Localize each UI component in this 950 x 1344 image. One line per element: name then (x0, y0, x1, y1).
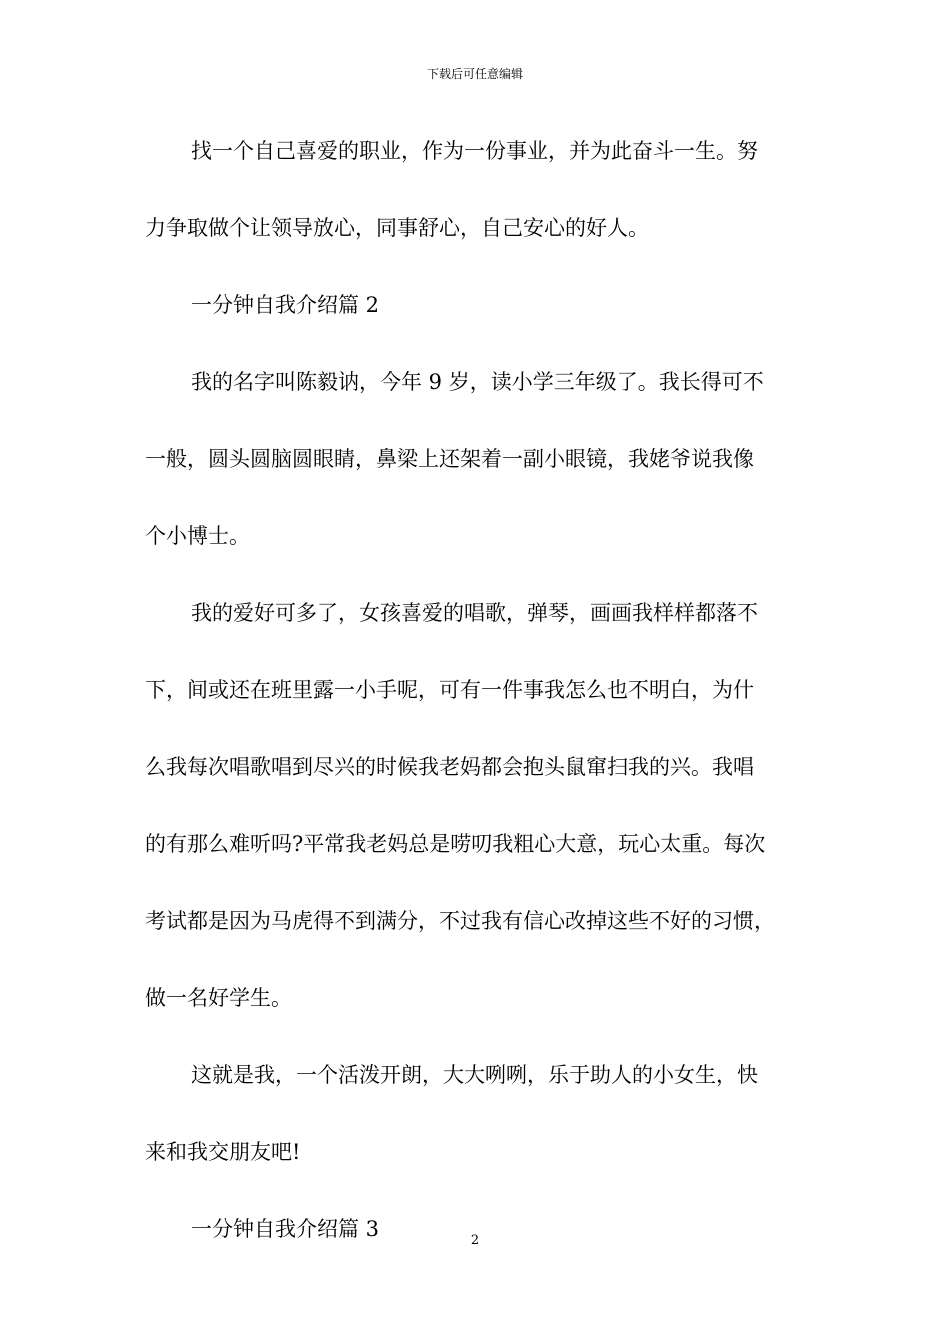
paragraph-line: 一般，圆头圆脑圆眼睛，鼻梁上还架着一副小眼镜，我姥爷说我像 (145, 447, 754, 471)
section-heading: 一分钟自我介绍篇 2 (191, 293, 380, 317)
paragraph-line: 我的名字叫陈毅讷，今年 9 岁，读小学三年级了。我长得可不 (191, 370, 764, 394)
paragraph-line: 这就是我，一个活泼开朗，大大咧咧，乐于助人的小女生，快 (191, 1063, 758, 1087)
paragraph-line: 么我每次唱歌唱到尽兴的时候我老妈都会抱头鼠窜扫我的兴。我唱 (145, 755, 754, 779)
paragraph-line: 考试都是因为马虎得不到满分，不过我有信心改掉这些不好的习惯， (145, 909, 775, 933)
paragraph-line: 我的爱好可多了，女孩喜爱的唱歌，弹琴，画画我样样都落不 (191, 601, 758, 625)
paragraph-line: 力争取做个让领导放心，同事舒心，自己安心的好人。 (145, 216, 649, 240)
paragraph-line: 找一个自己喜爱的职业，作为一份事业，并为此奋斗一生。努 (191, 139, 758, 163)
page-number: 2 (470, 1233, 480, 1248)
paragraph-line: 个小博士。 (145, 524, 250, 548)
paragraph-line: 下，间或还在班里露一小手呢，可有一件事我怎么也不明白，为什 (145, 678, 754, 702)
section-heading: 一分钟自我介绍篇 3 (191, 1217, 380, 1241)
page-header: 下载后可任意编辑 (426, 67, 523, 81)
paragraph-line: 的有那么难听吗?平常我老妈总是唠叨我粗心大意，玩心太重。每次 (145, 832, 766, 856)
paragraph-line: 做一名好学生。 (145, 986, 292, 1010)
document-body (145, 132, 825, 1249)
paragraph-line: 来和我交朋友吧! (145, 1140, 301, 1164)
